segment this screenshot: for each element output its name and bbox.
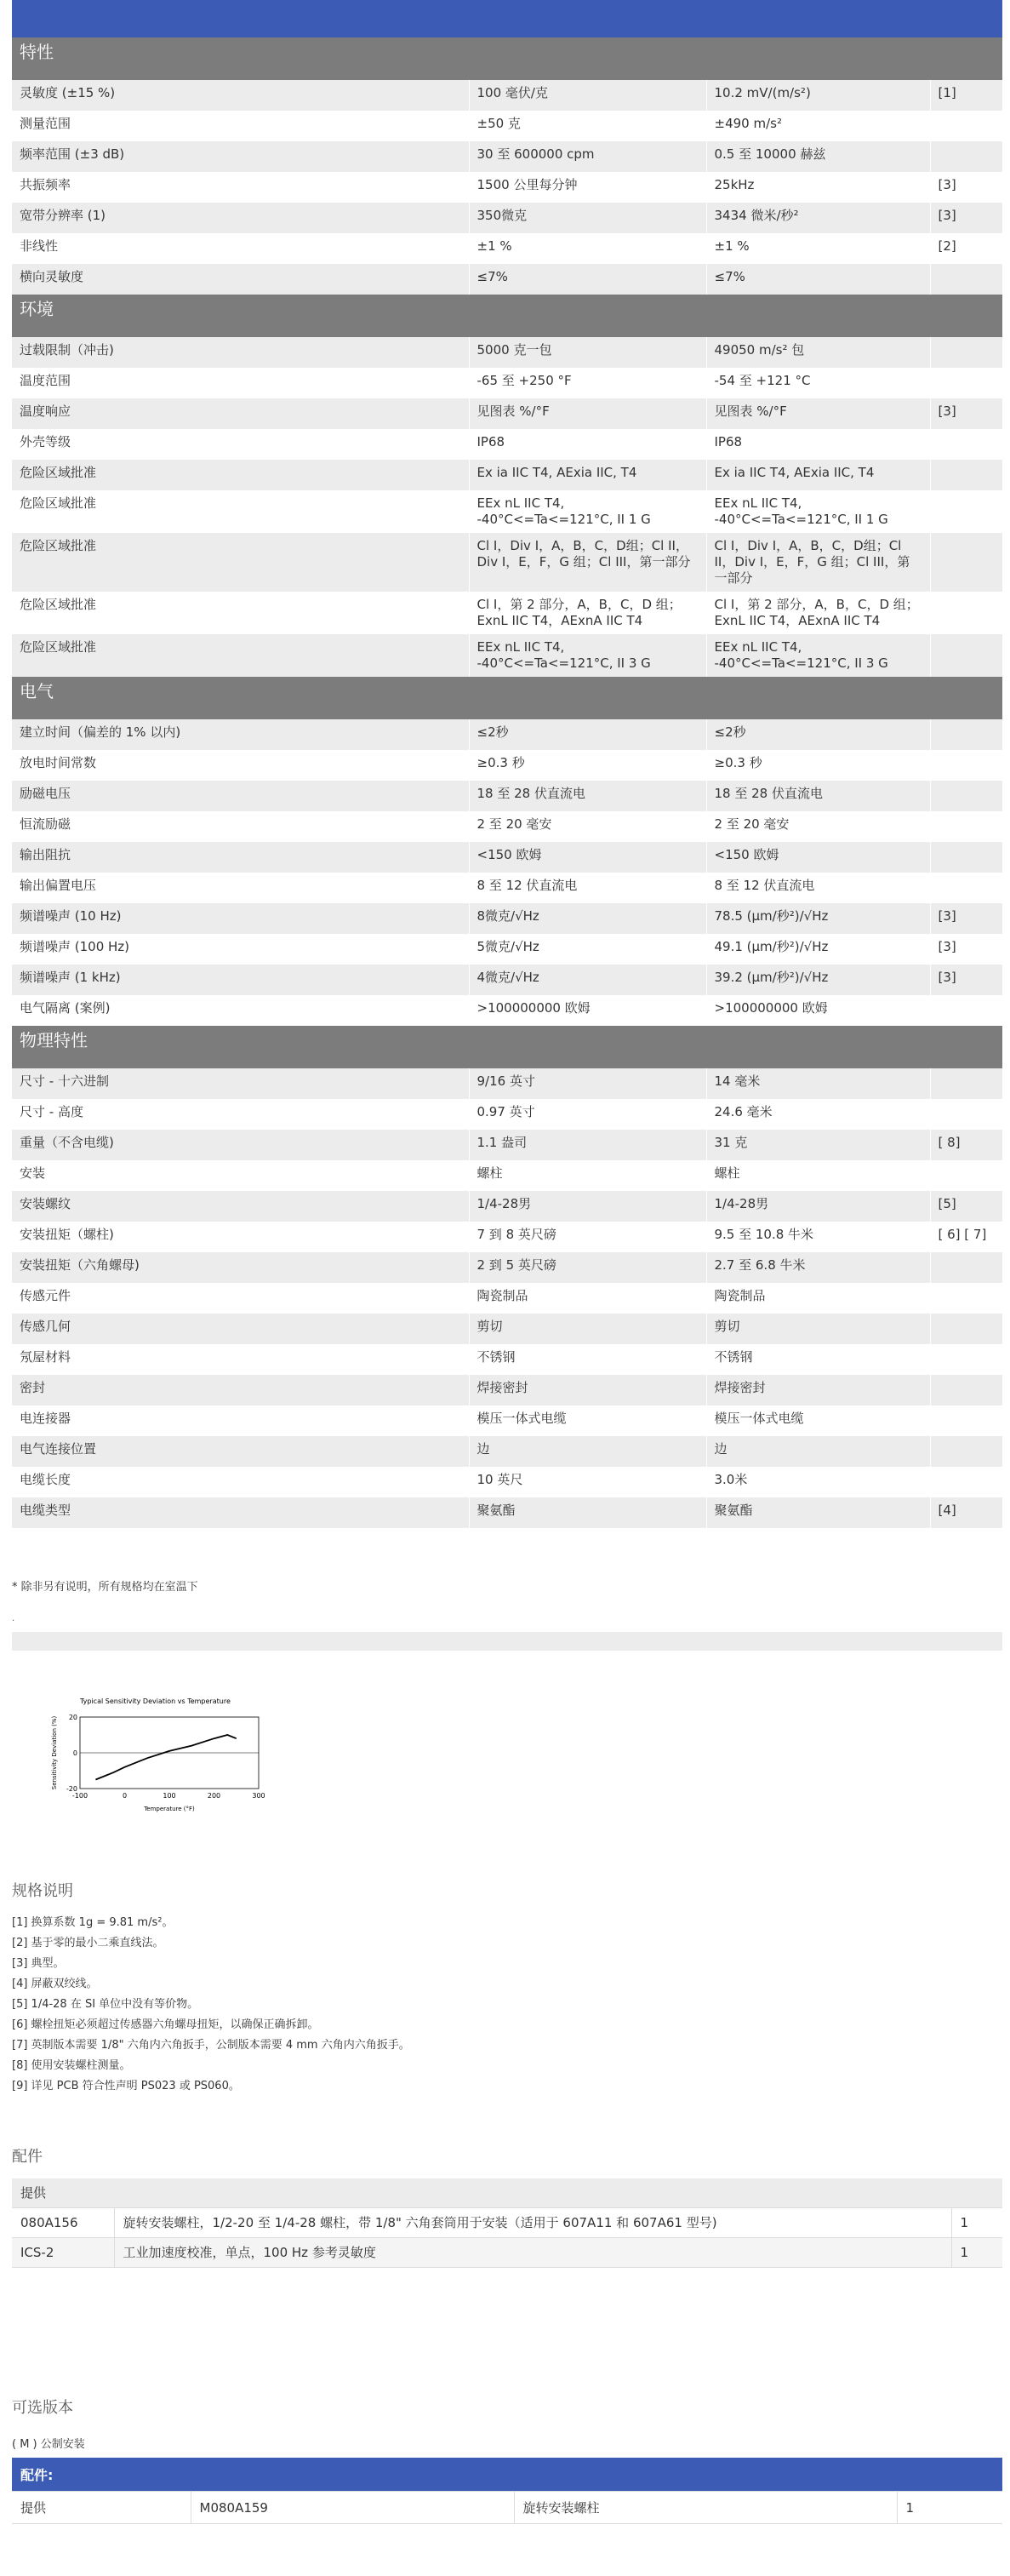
chart-x-axis-label: Temperature (°F) <box>144 1806 195 1812</box>
footnote-item: [5] 1/4-28 在 SI 单位中没有等价物。 <box>12 1998 199 2011</box>
spec-row <box>12 398 1002 429</box>
spec-footnote-ref <box>930 1283 1002 1314</box>
spec-label: 危险区域批准 <box>12 533 469 592</box>
accessory-qty: 1 <box>951 2238 1002 2268</box>
spec-footnote-ref <box>930 368 1002 398</box>
top-blue-bar <box>12 0 1002 37</box>
spec-metric-value: 14 毫米 <box>706 1068 930 1099</box>
spec-metric-value: 18 至 28 伏直流电 <box>706 781 930 811</box>
spec-label: 电气隔离 (案例) <box>12 995 469 1026</box>
spec-metric-value: 78.5 (μm/秒²)/√Hz <box>706 903 930 934</box>
spec-row <box>12 111 1002 141</box>
spec-metric-value: ±490 m/s² <box>706 111 930 141</box>
spec-imperial-value: ≤2秒 <box>469 719 706 750</box>
spec-metric-value: 3.0米 <box>706 1467 930 1497</box>
spec-metric-value: 9.5 至 10.8 牛米 <box>706 1222 930 1252</box>
spec-imperial-value: 5000 克一包 <box>469 337 706 368</box>
spec-metric-value: 边 <box>706 1436 930 1467</box>
spec-label: 建立时间（偏差的 1% 以内) <box>12 719 469 750</box>
spec-imperial-value: 4微克/√Hz <box>469 965 706 995</box>
section-header <box>12 1026 1002 1068</box>
footnote-item: [9] 详见 PCB 符合性声明 PS023 或 PS060。 <box>12 2080 240 2092</box>
spec-row <box>12 842 1002 873</box>
spec-label: 频谱噪声 (1 kHz) <box>12 965 469 995</box>
accessory-description: 旋转安装螺柱，1/2-20 至 1/4-28 螺柱，带 1/8" 六角套筒用于安装（适用于 607A11 和 607A61 型号) <box>114 2208 951 2238</box>
spec-metric-value: 聚氨酯 <box>706 1497 930 1528</box>
spec-imperial-value: 陶瓷制品 <box>469 1283 706 1314</box>
spec-metric-value: 10.2 mV/(m/s²) <box>706 80 930 111</box>
spec-metric-value: IP68 <box>706 429 930 460</box>
accessories-header: 提供 <box>12 2178 1002 2208</box>
spec-metric-value: EEx nL IIC T4, -40°C<=Ta<=121°C, II 1 G <box>706 490 930 533</box>
spec-label: 横向灵敏度 <box>12 264 469 295</box>
spec-footnote-ref: [3] <box>930 965 1002 995</box>
spec-imperial-value: 不锈钢 <box>469 1344 706 1375</box>
stray-dot: . <box>12 1614 15 1623</box>
spec-label: 输出偏置电压 <box>12 873 469 903</box>
spec-row <box>12 719 1002 750</box>
spec-imperial-value: 2 至 20 毫安 <box>469 811 706 842</box>
accessories-table <box>12 2178 1002 2268</box>
spec-label: 传感几何 <box>12 1314 469 1344</box>
spec-metric-value: 不锈钢 <box>706 1344 930 1375</box>
spec-label: 共振频率 <box>12 172 469 203</box>
accessory-row <box>12 2208 1002 2238</box>
footnotes-title: 规格说明 <box>12 1882 73 1900</box>
spec-label: 外壳等级 <box>12 429 469 460</box>
spec-label: 危险区域批准 <box>12 460 469 490</box>
spec-imperial-value: 聚氨酯 <box>469 1497 706 1528</box>
spec-row <box>12 995 1002 1026</box>
spec-label: 过载限制（冲击) <box>12 337 469 368</box>
spec-imperial-value: 10 英尺 <box>469 1467 706 1497</box>
spec-row <box>12 873 1002 903</box>
option-type: 提供 <box>12 2492 191 2524</box>
accessory-description: 工业加速度校准，单点，100 Hz 参考灵敏度 <box>114 2238 951 2268</box>
spec-metric-value: <150 欧姆 <box>706 842 930 873</box>
options-title: 可选版本 <box>12 2399 73 2417</box>
spec-metric-value: ≤7% <box>706 264 930 295</box>
spec-footnote-ref <box>930 1314 1002 1344</box>
spec-metric-value: -54 至 +121 °C <box>706 368 930 398</box>
spec-label: 氖屋材料 <box>12 1344 469 1375</box>
spec-footnote-ref <box>930 1068 1002 1099</box>
spec-imperial-value: >100000000 欧姆 <box>469 995 706 1026</box>
spec-imperial-value: IP68 <box>469 429 706 460</box>
chart-y-tick-label: 20 <box>68 1714 77 1721</box>
spec-row <box>12 1068 1002 1099</box>
option-model: M080A159 <box>191 2492 514 2524</box>
spec-footnote-ref <box>930 460 1002 490</box>
spec-imperial-value: 30 至 600000 cpm <box>469 141 706 172</box>
spec-metric-value: 模压一体式电缆 <box>706 1405 930 1436</box>
spec-footnote-ref <box>930 1160 1002 1191</box>
spec-row <box>12 781 1002 811</box>
spec-label: 灵敏度 (±15 %) <box>12 80 469 111</box>
spec-metric-value: 陶瓷制品 <box>706 1283 930 1314</box>
spec-footnote-ref <box>930 1436 1002 1467</box>
spec-row <box>12 337 1002 368</box>
spec-label: 安装螺纹 <box>12 1191 469 1222</box>
spec-footnote-ref: [2] <box>930 233 1002 264</box>
spec-imperial-value: -65 至 +250 °F <box>469 368 706 398</box>
chart-x-tick-label: -100 <box>71 1792 88 1800</box>
spec-footnote-ref: [4] <box>930 1497 1002 1528</box>
spec-row <box>12 460 1002 490</box>
accessory-model: 080A156 <box>12 2208 114 2238</box>
spec-imperial-value: 螺柱 <box>469 1160 706 1191</box>
spec-row <box>12 965 1002 995</box>
spec-metric-value: Ex ia IIC T4, AExia IIC, T4 <box>706 460 930 490</box>
spec-label: 安装 <box>12 1160 469 1191</box>
accessory-row <box>12 2238 1002 2268</box>
section-title: 环境 <box>12 295 1002 337</box>
spec-label: 危险区域批准 <box>12 490 469 533</box>
spec-footnote-ref <box>930 490 1002 533</box>
chart-series-line <box>95 1735 236 1780</box>
spec-label: 宽带分辨率 (1) <box>12 203 469 233</box>
spec-row <box>12 1405 1002 1436</box>
spec-row <box>12 1099 1002 1130</box>
spec-imperial-value: 剪切 <box>469 1314 706 1344</box>
spec-row <box>12 264 1002 295</box>
spec-footnote-ref <box>930 811 1002 842</box>
spec-row <box>12 141 1002 172</box>
spec-imperial-value: Cl I，Div I，A，B，C，D组；Cl II，Div I，E，F，G 组；Cl III，第一部分 <box>469 533 706 592</box>
spec-label: 电连接器 <box>12 1405 469 1436</box>
spec-metric-value: ≤2秒 <box>706 719 930 750</box>
spec-footnote-ref <box>930 1252 1002 1283</box>
spec-label: 温度范围 <box>12 368 469 398</box>
spec-footnote-ref: [ 8] <box>930 1130 1002 1160</box>
spec-footnote-ref <box>930 429 1002 460</box>
spec-footnote-ref: [ 6] [ 7] <box>930 1222 1002 1252</box>
spec-row <box>12 1252 1002 1283</box>
spec-imperial-value: ±1 % <box>469 233 706 264</box>
spec-imperial-value: Ex ia IIC T4, AExia IIC, T4 <box>469 460 706 490</box>
spec-footnote-ref: [3] <box>930 398 1002 429</box>
spec-row <box>12 203 1002 233</box>
spec-metric-value: 2.7 至 6.8 牛米 <box>706 1252 930 1283</box>
spec-imperial-value: 见图表 %/°F <box>469 398 706 429</box>
spec-footnote-ref <box>930 842 1002 873</box>
chart-x-tick-label: 300 <box>252 1792 265 1800</box>
spec-metric-value: 25kHz <box>706 172 930 203</box>
spec-imperial-value: EEx nL IIC T4, -40°C<=Ta<=121°C, II 3 G <box>469 634 706 677</box>
footnote-item: [7] 英制版本需要 1/8" 六角内六角扳手，公制版本需要 4 mm 六角内六角扳手。 <box>12 2039 410 2052</box>
spec-imperial-value: 8微克/√Hz <box>469 903 706 934</box>
spec-footnote-ref <box>930 995 1002 1026</box>
spec-row <box>12 1160 1002 1191</box>
footnote-item: [3] 典型。 <box>12 1957 65 1970</box>
accessories-title: 配件 <box>12 2148 43 2166</box>
spec-row <box>12 1314 1002 1344</box>
spec-row <box>12 634 1002 677</box>
spec-metric-value: 24.6 毫米 <box>706 1099 930 1130</box>
spec-imperial-value: 焊接密封 <box>469 1375 706 1405</box>
section-header <box>12 677 1002 719</box>
spec-footnote-ref <box>930 1099 1002 1130</box>
chart-x-tick-label: 100 <box>163 1792 176 1800</box>
spec-footnote-ref: [3] <box>930 934 1002 965</box>
spec-imperial-value: 9/16 英寸 <box>469 1068 706 1099</box>
room-temp-note: * 除非另有说明，所有规格均在室温下 <box>12 1581 198 1594</box>
spec-row <box>12 1130 1002 1160</box>
spec-imperial-value: 1/4-28男 <box>469 1191 706 1222</box>
spec-row <box>12 1436 1002 1467</box>
footnote-item: [2] 基于零的最小二乘直线法。 <box>12 1937 164 1949</box>
spec-row <box>12 233 1002 264</box>
spec-footnote-ref <box>930 264 1002 295</box>
spec-row <box>12 903 1002 934</box>
spec-metric-value: 31 克 <box>706 1130 930 1160</box>
spec-footnote-ref <box>930 141 1002 172</box>
spec-footnote-ref: [3] <box>930 172 1002 203</box>
spec-row <box>12 1283 1002 1314</box>
section-header <box>12 37 1002 80</box>
spec-imperial-value: ≥0.3 秒 <box>469 750 706 781</box>
spec-footnote-ref <box>930 533 1002 592</box>
spec-label: 频率范围 (±3 dB) <box>12 141 469 172</box>
spec-row <box>12 934 1002 965</box>
spec-imperial-value: 0.97 英寸 <box>469 1099 706 1130</box>
spec-imperial-value: 8 至 12 伏直流电 <box>469 873 706 903</box>
options-table <box>12 2458 1002 2524</box>
spec-metric-value: 2 至 20 毫安 <box>706 811 930 842</box>
spec-row <box>12 750 1002 781</box>
spec-label: 危险区域批准 <box>12 592 469 634</box>
spec-label: 温度响应 <box>12 398 469 429</box>
section-title: 物理特性 <box>12 1026 1002 1068</box>
spec-label: 安装扭矩（六角螺母) <box>12 1252 469 1283</box>
spec-row <box>12 172 1002 203</box>
spec-footnote-ref <box>930 634 1002 677</box>
spec-label: 危险区域批准 <box>12 634 469 677</box>
spec-footnote-ref <box>930 592 1002 634</box>
spec-imperial-value: <150 欧姆 <box>469 842 706 873</box>
spec-metric-value: 8 至 12 伏直流电 <box>706 873 930 903</box>
spec-label: 传感元件 <box>12 1283 469 1314</box>
spec-label: 频谱噪声 (10 Hz) <box>12 903 469 934</box>
spec-row <box>12 533 1002 592</box>
spec-imperial-value: ≤7% <box>469 264 706 295</box>
spec-row <box>12 592 1002 634</box>
page <box>12 0 1002 2524</box>
spec-row <box>12 429 1002 460</box>
spec-row <box>12 1497 1002 1528</box>
chart-title: Typical Sensitivity Deviation vs Temperature <box>80 1697 231 1705</box>
accessory-model: ICS-2 <box>12 2238 114 2268</box>
spec-imperial-value: 350微克 <box>469 203 706 233</box>
spec-footnote-ref <box>930 719 1002 750</box>
spec-label: 密封 <box>12 1375 469 1405</box>
spec-imperial-value: 1.1 盎司 <box>469 1130 706 1160</box>
spec-table <box>12 37 1002 1528</box>
spec-label: 频谱噪声 (100 Hz) <box>12 934 469 965</box>
spec-row <box>12 1375 1002 1405</box>
spec-row <box>12 811 1002 842</box>
footnote-item: [1] 换算系数 1g = 9.81 m/s²。 <box>12 1916 174 1929</box>
chart-y-tick-label: -20 <box>66 1785 77 1793</box>
spec-imperial-value: Cl I，第 2 部分，A，B，C，D 组；ExnL IIC T4，AExnA IIC T4 <box>469 592 706 634</box>
spec-footnote-ref: [5] <box>930 1191 1002 1222</box>
spec-metric-value: 见图表 %/°F <box>706 398 930 429</box>
grey-divider <box>12 1632 1002 1651</box>
spec-metric-value: Cl I，Div I，A，B，C，D组；Cl II，Div I，E，F，G 组；Cl III，第一部分 <box>706 533 930 592</box>
spec-metric-value: ±1 % <box>706 233 930 264</box>
spec-imperial-value: 2 到 5 英尺磅 <box>469 1252 706 1283</box>
footnote-item: [6] 螺栓扭矩必须超过传感器六角螺母扭矩，以确保正确拆卸。 <box>12 2018 319 2031</box>
spec-label: 电缆长度 <box>12 1467 469 1497</box>
chart-x-tick-label: 0 <box>122 1792 128 1800</box>
temperature-chart <box>32 1692 288 1836</box>
spec-footnote-ref: [3] <box>930 203 1002 233</box>
options-header: 配件: <box>12 2458 1002 2492</box>
spec-label: 电气连接位置 <box>12 1436 469 1467</box>
spec-metric-value: 49.1 (μm/秒²)/√Hz <box>706 934 930 965</box>
spec-label: 恒流励磁 <box>12 811 469 842</box>
spec-label: 放电时间常数 <box>12 750 469 781</box>
spec-label: 尺寸 - 高度 <box>12 1099 469 1130</box>
spec-metric-value: Cl I，第 2 部分，A，B，C，D 组；ExnL IIC T4，AExnA IIC T4 <box>706 592 930 634</box>
spec-footnote-ref <box>930 1467 1002 1497</box>
spec-label: 尺寸 - 十六进制 <box>12 1068 469 1099</box>
spec-footnote-ref <box>930 1344 1002 1375</box>
spec-footnote-ref <box>930 781 1002 811</box>
spec-metric-value: ≥0.3 秒 <box>706 750 930 781</box>
section-title: 特性 <box>12 37 1002 80</box>
spec-row <box>12 1191 1002 1222</box>
footnote-item: [4] 屏蔽双绞线。 <box>12 1978 98 1990</box>
spec-metric-value: EEx nL IIC T4, -40°C<=Ta<=121°C, II 3 G <box>706 634 930 677</box>
spec-metric-value: 1/4-28男 <box>706 1191 930 1222</box>
chart-svg <box>32 1692 288 1836</box>
option-qty: 1 <box>897 2492 1002 2524</box>
spec-metric-value: 0.5 至 10000 赫兹 <box>706 141 930 172</box>
spec-imperial-value: EEx nL IIC T4, -40°C<=Ta<=121°C, II 1 G <box>469 490 706 533</box>
spec-imperial-value: 7 到 8 英尺磅 <box>469 1222 706 1252</box>
spec-metric-value: 剪切 <box>706 1314 930 1344</box>
spec-imperial-value: 5微克/√Hz <box>469 934 706 965</box>
spec-footnote-ref <box>930 873 1002 903</box>
option-description: 旋转安装螺柱 <box>514 2492 897 2524</box>
spec-label: 重量（不含电缆) <box>12 1130 469 1160</box>
accessory-qty: 1 <box>951 2208 1002 2238</box>
spec-metric-value: 焊接密封 <box>706 1375 930 1405</box>
options-note: ( M ) 公制安装 <box>12 2438 85 2451</box>
spec-metric-value: 39.2 (μm/秒²)/√Hz <box>706 965 930 995</box>
footnotes-list <box>12 1913 1002 2097</box>
spec-label: 非线性 <box>12 233 469 264</box>
spec-metric-value: 49050 m/s² 包 <box>706 337 930 368</box>
chart-y-axis-label: Sensitivity Deviation (%) <box>51 1715 58 1790</box>
spec-row <box>12 368 1002 398</box>
section-title: 电气 <box>12 677 1002 719</box>
spec-label: 电缆类型 <box>12 1497 469 1528</box>
spec-label: 励磁电压 <box>12 781 469 811</box>
spec-row <box>12 1467 1002 1497</box>
spec-imperial-value: 18 至 28 伏直流电 <box>469 781 706 811</box>
spec-row <box>12 490 1002 533</box>
chart-y-tick-label: 0 <box>72 1749 77 1757</box>
spec-footnote-ref: [1] <box>930 80 1002 111</box>
footnote-item: [8] 使用安装螺柱测量。 <box>12 2059 131 2072</box>
spec-metric-value: 螺柱 <box>706 1160 930 1191</box>
spec-footnote-ref <box>930 750 1002 781</box>
section-header <box>12 295 1002 337</box>
spec-imperial-value: 模压一体式电缆 <box>469 1405 706 1436</box>
spec-label: 安装扭矩（螺柱) <box>12 1222 469 1252</box>
spec-label: 测量范围 <box>12 111 469 141</box>
spec-footnote-ref <box>930 1405 1002 1436</box>
spec-footnote-ref <box>930 1375 1002 1405</box>
spec-metric-value: >100000000 欧姆 <box>706 995 930 1026</box>
spec-imperial-value: 1500 公里每分钟 <box>469 172 706 203</box>
spec-row <box>12 1222 1002 1252</box>
spec-row <box>12 80 1002 111</box>
chart-x-tick-label: 200 <box>207 1792 221 1800</box>
option-row <box>12 2492 1002 2524</box>
spec-label: 输出阻抗 <box>12 842 469 873</box>
spec-imperial-value: ±50 克 <box>469 111 706 141</box>
spec-footnote-ref: [3] <box>930 903 1002 934</box>
spec-footnote-ref <box>930 337 1002 368</box>
spec-footnote-ref <box>930 111 1002 141</box>
spec-row <box>12 1344 1002 1375</box>
spec-imperial-value: 100 毫伏/克 <box>469 80 706 111</box>
spec-imperial-value: 边 <box>469 1436 706 1467</box>
spec-metric-value: 3434 微米/秒² <box>706 203 930 233</box>
